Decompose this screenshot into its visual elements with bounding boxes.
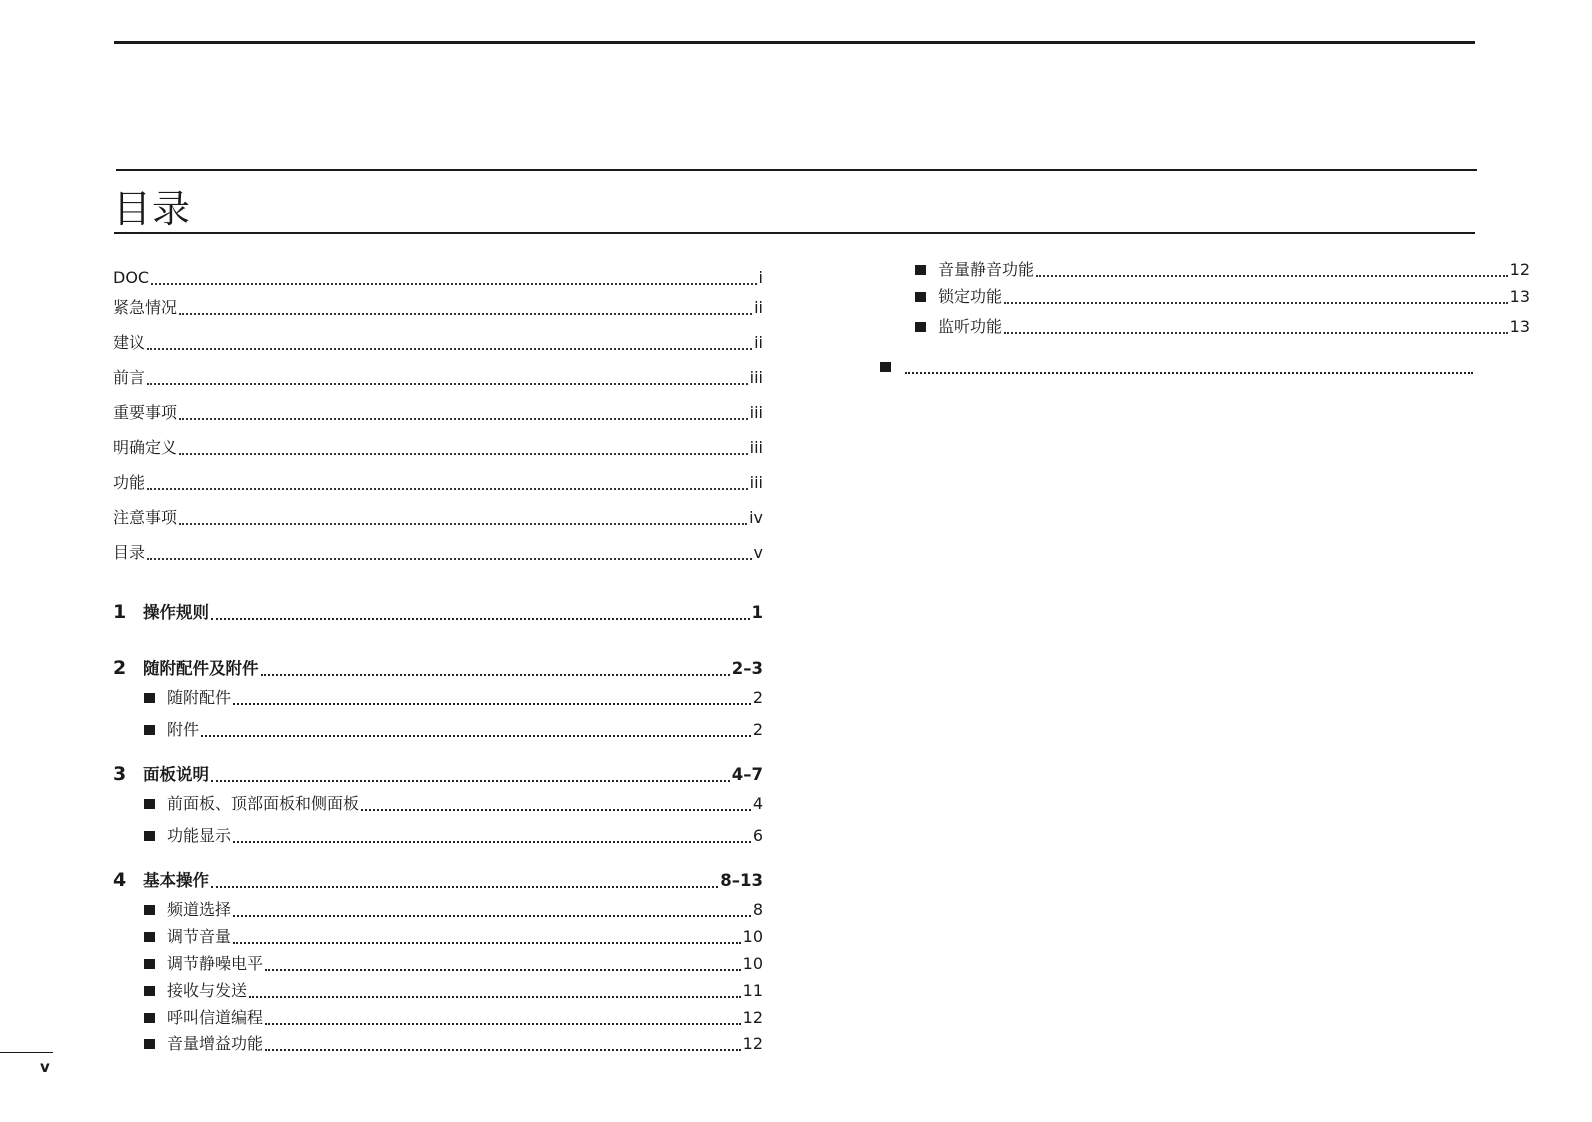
toc-subentry[interactable]: [144, 822, 763, 846]
toc-entry-label: 前言: [113, 368, 146, 387]
toc-entry-page: 11: [742, 981, 763, 1000]
leader-dots: [201, 735, 751, 737]
square-bullet-icon: [144, 986, 155, 996]
toc-entry-page: iii: [749, 403, 763, 422]
toc-entry-page: 2: [752, 720, 763, 739]
leader-dots: [361, 809, 751, 811]
toc-entry-page: 12: [1509, 260, 1530, 279]
footer-rule: [0, 1052, 53, 1053]
toc-entry-page: 12: [742, 1034, 763, 1053]
toc-entry-page: 12: [742, 1008, 763, 1027]
leader-dots: [233, 703, 751, 705]
header-rule: [116, 169, 1477, 171]
toc-entry-label: 功能显示: [167, 826, 232, 845]
square-bullet-icon: [915, 292, 926, 302]
square-bullet-icon: [144, 1013, 155, 1023]
leader-dots: [211, 886, 718, 888]
toc-entry-label: 接收与发送: [167, 981, 248, 1000]
leader-dots: [211, 780, 730, 782]
toc-entry-contents[interactable]: [113, 539, 763, 563]
title-underline: [114, 232, 1475, 234]
square-bullet-icon: [144, 831, 155, 841]
leader-dots: [179, 313, 752, 315]
toc-subentry[interactable]: [144, 716, 763, 740]
toc-entry-foreword[interactable]: [113, 364, 763, 388]
toc-entry-page: v: [753, 543, 763, 562]
toc-chapter-4[interactable]: [113, 867, 763, 891]
toc-subentry[interactable]: [915, 283, 1530, 307]
toc-entry-definitions[interactable]: [113, 434, 763, 458]
square-bullet-icon: [880, 362, 891, 372]
toc-subentry[interactable]: [144, 896, 763, 920]
toc-entry-page: 1: [751, 603, 763, 622]
toc-entry-page: 13: [1509, 287, 1530, 306]
leader-dots: [211, 618, 750, 620]
toc-entry-label: 明确定义: [113, 438, 178, 457]
square-bullet-icon: [144, 959, 155, 969]
toc-subentry[interactable]: [144, 1004, 763, 1028]
toc-entry-label: 附件: [167, 720, 200, 739]
toc-chapter-2[interactable]: [113, 655, 763, 679]
square-bullet-icon: [144, 799, 155, 809]
toc-entry-label: 重要事项: [113, 403, 178, 422]
leader-dots: [147, 488, 748, 490]
leader-dots: [147, 558, 752, 560]
toc-entry-label: 音量静音功能: [938, 260, 1035, 279]
leader-dots: [265, 969, 741, 971]
leader-dots: [151, 283, 756, 285]
toc-chapter-label: [113, 764, 209, 785]
leader-dots: [1036, 275, 1508, 277]
leader-dots: [233, 915, 751, 917]
leader-dots: [233, 841, 751, 843]
toc-entry-page: 8–13: [720, 871, 763, 890]
toc-entry-page: 8: [752, 900, 763, 919]
leader-dots: [265, 1049, 741, 1051]
toc-subentry[interactable]: [144, 977, 763, 1001]
toc-entry-label: 目录: [113, 543, 146, 562]
toc-entry-page: 4–7: [731, 765, 763, 784]
toc-entry-label: 音量增益功能: [167, 1034, 264, 1053]
toc-entry-recommendation[interactable]: [113, 329, 763, 353]
toc-entry-label: 功能: [113, 473, 146, 492]
toc-entry-page: ii: [754, 298, 763, 317]
toc-entry-label: 建议: [113, 333, 146, 352]
chapter-title: 随附配件及附件: [143, 659, 259, 678]
toc-entry-label: 呼叫信道编程: [167, 1008, 264, 1027]
toc-entry-label: 频道选择: [167, 900, 232, 919]
square-bullet-icon: [144, 932, 155, 942]
toc-entry-page: iii: [749, 438, 763, 457]
leader-dots: [1004, 332, 1508, 334]
toc-subentry[interactable]: [144, 1030, 763, 1054]
toc-entry-label: 调节静噪电平: [167, 954, 264, 973]
toc-entry-page: ii: [754, 333, 763, 352]
toc-subentry[interactable]: [915, 256, 1530, 280]
toc-entry-features[interactable]: [113, 469, 763, 493]
toc-entry-doc[interactable]: [113, 264, 763, 288]
leader-dots: [233, 942, 741, 944]
toc-entry-page: 2–3: [731, 659, 763, 678]
page-number: v: [40, 1058, 50, 1076]
square-bullet-icon: [144, 905, 155, 915]
leader-dots: [179, 453, 748, 455]
top-rule: [114, 41, 1475, 44]
toc-entry-page: iv: [749, 508, 763, 527]
leader-dots: [1004, 302, 1508, 304]
toc-entry-label: 监听功能: [938, 317, 1003, 336]
toc-entry-page: i: [758, 268, 763, 287]
toc-chapter-3[interactable]: [113, 761, 763, 785]
leader-dots: [147, 348, 752, 350]
toc-chapter-label: [113, 602, 209, 623]
toc-subentry[interactable]: [144, 950, 763, 974]
toc-entry-label: DOC: [113, 268, 150, 287]
toc-entry-page: 6: [752, 826, 763, 845]
toc-entry-emergency[interactable]: [113, 294, 763, 318]
toc-chapter-label: [113, 658, 259, 679]
leader-dots: [249, 996, 741, 998]
chapter-title: 基本操作: [143, 871, 209, 890]
square-bullet-icon: [144, 725, 155, 735]
chapter-number: 3: [113, 763, 127, 785]
leader-dots: [179, 418, 748, 420]
leader-dots: [179, 523, 747, 525]
leader-dots: [147, 383, 748, 385]
toc-entry-page: 4: [752, 794, 763, 813]
square-bullet-icon: [144, 1039, 155, 1049]
toc-entry-label: 紧急情况: [113, 298, 178, 317]
toc-entry-page: 13: [1509, 317, 1530, 336]
chapter-title: 操作规则: [143, 603, 209, 622]
page-title: 目录: [113, 187, 192, 231]
square-bullet-icon: [915, 322, 926, 332]
chapter-title: 面板说明: [143, 765, 209, 784]
toc-entry-label: 随附配件: [167, 688, 232, 707]
chapter-number: 1: [113, 601, 127, 623]
toc-entry-important[interactable]: [113, 399, 763, 423]
toc-subentry[interactable]: [144, 684, 763, 708]
toc-entry-label: 注意事项: [113, 508, 178, 527]
toc-entry-label: 前面板、顶部面板和侧面板: [167, 794, 360, 813]
toc-entry-label: 锁定功能: [938, 287, 1003, 306]
toc-entry-page: iii: [749, 368, 763, 387]
leader-dots: [261, 674, 730, 676]
toc-entry-page: 10: [742, 927, 763, 946]
toc-subentry[interactable]: [144, 923, 763, 947]
toc-entry-precautions[interactable]: [113, 504, 763, 528]
toc-entry-label: 调节音量: [167, 927, 232, 946]
toc-entry-page: iii: [749, 473, 763, 492]
toc-chapter-label: [113, 870, 209, 891]
toc-entry-page: 2: [752, 688, 763, 707]
square-bullet-icon: [144, 693, 155, 703]
toc-subentry[interactable]: [915, 313, 1530, 337]
chapter-number: 2: [113, 657, 127, 679]
chapter-number: 4: [113, 869, 127, 891]
toc-entry-page: 10: [742, 954, 763, 973]
toc-subentry[interactable]: [144, 790, 763, 814]
leader-dots: [265, 1023, 741, 1025]
leader-dots: [905, 372, 1473, 374]
toc-trailing-entry[interactable]: [880, 353, 1475, 377]
square-bullet-icon: [915, 265, 926, 275]
toc-chapter-1[interactable]: [113, 599, 763, 623]
